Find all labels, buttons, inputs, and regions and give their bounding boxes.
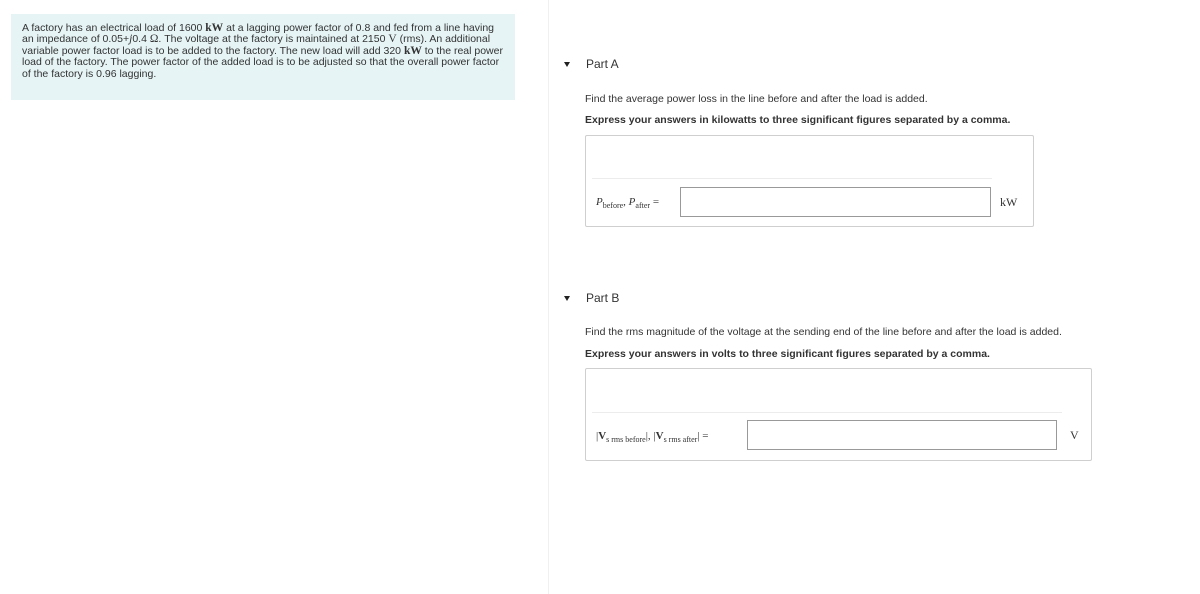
part-b-answer-input[interactable]: [747, 420, 1057, 450]
part-a: [549, 55, 1200, 235]
part-b-title[interactable]: Part B: [586, 291, 620, 305]
part-a-answer-input[interactable]: [680, 187, 991, 217]
part-a-instructions: Express your answers in kilowatts to three significant figures separated by a comma.: [585, 114, 1011, 126]
unit-volt: V: [388, 33, 397, 46]
caret-down-icon[interactable]: [564, 296, 570, 301]
problem-text-6: to the real power load of the factory. The power factor of the added load is to be adjusted so that the overall power factor of the factory is 0.96 lagging.: [22, 44, 503, 80]
problem-text-3: 0.4: [132, 33, 150, 46]
unit-ohm: Ω: [149, 33, 159, 46]
part-a-question: Find the average power loss in the line before and after the load is added.: [585, 93, 928, 105]
part-b-question: Find the rms magnitude of the voltage at the sending end of the line before and after the load is added.: [585, 326, 1062, 338]
unit-kw-1: kW: [205, 22, 224, 34]
part-b-answer-box: [585, 368, 1092, 461]
problem-statement: [11, 14, 515, 100]
problem-text-4: . The voltage at the factory is maintained at 2150: [158, 33, 389, 46]
part-b: [549, 289, 1200, 469]
part-a-header[interactable]: [549, 55, 1200, 75]
toolbar-divider: [592, 178, 992, 179]
part-a-answer-box: [585, 135, 1034, 227]
caret-down-icon[interactable]: [564, 62, 570, 67]
problem-text-5: (rms). An additional variable power factor load is to be added to the factory. The new load will add 320: [22, 33, 491, 57]
part-b-header[interactable]: [549, 289, 1200, 309]
part-a-answer-label: $P_{before}$, $P_{after}$ =: [596, 196, 660, 211]
problem-text-1: A factory has an electrical load of 1600: [22, 22, 206, 34]
part-b-answer-label: $|V_{s rms before}|$, $|V_{s rms after}|$ =: [596, 430, 709, 445]
part-a-unit: kW: [1000, 195, 1018, 209]
imaginary-j: j: [129, 33, 133, 46]
part-a-title[interactable]: Part A: [586, 57, 619, 71]
part-b-instructions: Express your answers in volts to three significant figures separated by a comma.: [585, 348, 990, 360]
problem-text-2: at a lagging power factor of 0.8 and fed from a line having an impedance of 0.05+: [22, 22, 495, 46]
toolbar-divider: [592, 412, 1062, 413]
parts-panel: [548, 0, 1200, 594]
unit-kw-2: kW: [403, 44, 422, 57]
part-b-unit: V: [1070, 428, 1079, 442]
